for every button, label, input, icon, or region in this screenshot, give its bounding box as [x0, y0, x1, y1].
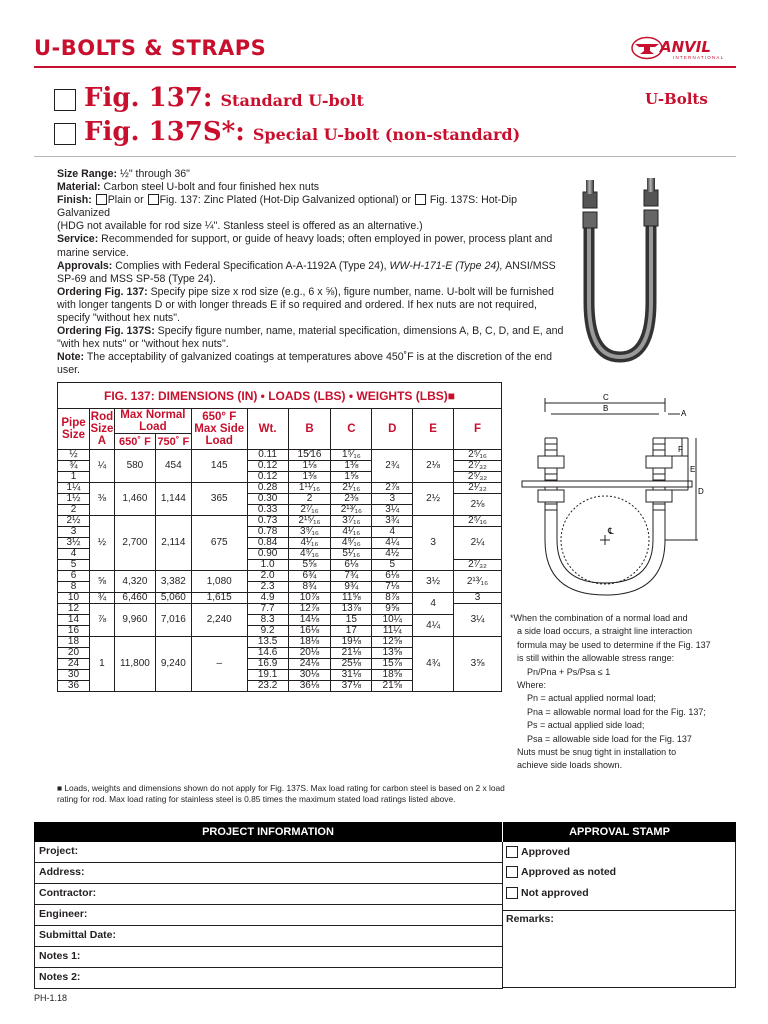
cell-e: 3: [413, 516, 454, 571]
cell-rod-size: 1: [89, 637, 114, 692]
table-footnote: ■ Loads, weights and dimensions shown do not apply for Fig. 137S. Max load rating for carbon steel is based on 2 x load rating for rod. Max load rating for stainless steel is 0.85 times the maximum stated load ratings listed above.: [57, 783, 505, 804]
cell-c: 1⅜: [331, 461, 372, 472]
col-d: D: [372, 409, 413, 450]
cell-pipe-size: 4: [58, 549, 90, 560]
cell-d: 8⅞: [372, 593, 413, 604]
project-information-header: PROJECT INFORMATION: [34, 822, 502, 842]
table-row: [58, 516, 502, 527]
cell-c: 1⅝: [331, 472, 372, 483]
cell-d: 10¼: [372, 615, 413, 626]
cell-wt: 0.33: [247, 505, 288, 516]
spec-material: Material: Carbon steel U-bolt and four finished hex nuts: [57, 181, 320, 194]
cell-wt: 9.2: [247, 626, 288, 637]
cell-wt: 0.12: [247, 461, 288, 472]
cell-wt: 16.9: [247, 659, 288, 670]
cell-c: 17: [331, 626, 372, 637]
cell-b: 1⅜: [288, 472, 331, 483]
cell-load-750: 454: [155, 450, 191, 483]
cell-c: 4⁹⁄₁₆: [331, 538, 372, 549]
cell-wt: 2.3: [247, 582, 288, 593]
approved-option[interactable]: Approved: [506, 846, 570, 858]
cell-pipe-size: 2: [58, 505, 90, 516]
table-row: [58, 450, 502, 461]
cell-rod-size: ¾: [89, 593, 114, 604]
cell-side-load: 2,240: [191, 604, 247, 637]
cell-load-750: 5,060: [155, 593, 191, 604]
cell-wt: 0.12: [247, 472, 288, 483]
address-field[interactable]: Address:: [34, 863, 503, 884]
cell-c: 7¾: [331, 571, 372, 582]
cell-d: 15⅞: [372, 659, 413, 670]
col-max-normal-load: Max Normal Load: [114, 409, 191, 434]
cell-b: 1¹¹⁄₁₆: [288, 483, 331, 494]
page-number: PH-1.18: [34, 993, 68, 1003]
cell-c: 2⅜: [331, 494, 372, 505]
cell-e: 4¾: [413, 637, 454, 692]
cell-rod-size: ¼: [89, 450, 114, 483]
col-wt: Wt.: [247, 409, 288, 450]
cell-d: 3: [372, 494, 413, 505]
cell-wt: 0.28: [247, 483, 288, 494]
approved-as-noted-checkbox[interactable]: [506, 866, 518, 878]
cell-pipe-size: 10: [58, 593, 90, 604]
cell-pipe-size: 3: [58, 527, 90, 538]
cell-pipe-size: 2½: [58, 516, 90, 527]
approval-stamp-header: APPROVAL STAMP: [503, 822, 736, 842]
spec-size-range: Size Range: ½" through 36": [57, 168, 190, 180]
figure-number: Fig. 137:: [84, 83, 213, 113]
cell-c: 3⁷⁄₁₆: [331, 516, 372, 527]
dim-label-e: E: [690, 465, 696, 474]
cell-load-750: 2,114: [155, 516, 191, 571]
interaction-formula-note: *When the combination of a normal load and a side load occurs, a straight line interaction formula may be used to determine if the Fig. 137 is still within the allowable stress range: Pn/Pna + Ps/Psa ≤ 1 Where: Pn = actual applied normal load; Pna = allowable normal load for the Fig. 137; Ps = actual applied side load; Psa = allowable side load for the Fig. 137 Nuts must be snug tight in installation to achieve side loads shown.: [510, 613, 711, 771]
cell-e: 4¼: [413, 615, 454, 637]
figure-name: Standard U-bolt: [220, 91, 364, 110]
logo-text: ANVIL: [660, 38, 711, 56]
cell-b: 8¾: [288, 582, 331, 593]
cell-rod-size: ⅜: [89, 483, 114, 516]
cell-b: 2¹⁵⁄₁₆: [288, 516, 331, 527]
spec-approvals: Approvals: Complies with Federal Specification A-A-1192A (Type 24), WW-H-171-E (Type 24), ANSI/MSS SP-69 and MSS SP-58 (Type 24).: [57, 259, 556, 285]
cell-b: 16⅛: [288, 626, 331, 637]
fig-137-checkbox[interactable]: [54, 89, 76, 111]
submittal-date-field[interactable]: Submittal Date:: [34, 926, 503, 947]
cell-d: 3¼: [372, 505, 413, 516]
cell-pipe-size: 20: [58, 648, 90, 659]
contractor-field[interactable]: Contractor:: [34, 884, 503, 905]
cell-b: 1⅛: [288, 461, 331, 472]
cell-d: 6⅛: [372, 571, 413, 582]
cell-pipe-size: 5: [58, 560, 90, 571]
cell-b: 4⁹⁄₁₆: [288, 549, 331, 560]
page-title: U-BOLTS & STRAPS: [34, 36, 267, 60]
table-row: [58, 637, 502, 648]
not-approved-option[interactable]: Not approved: [506, 887, 589, 899]
cell-wt: 0.84: [247, 538, 288, 549]
cell-c: 11⅝: [331, 593, 372, 604]
cell-pipe-size: 36: [58, 681, 90, 692]
cell-c: 13⅞: [331, 604, 372, 615]
dim-label-b: B: [603, 404, 609, 413]
cell-wt: 4.9: [247, 593, 288, 604]
cell-wt: 19.1: [247, 670, 288, 681]
cell-side-load: 675: [191, 516, 247, 571]
cell-rod-size: ½: [89, 516, 114, 571]
cell-wt: 0.73: [247, 516, 288, 527]
figure-name: Special U-bolt (non-standard): [252, 125, 521, 144]
cell-e: 2½: [413, 483, 454, 516]
cell-b: 4¹⁄₁₆: [288, 538, 331, 549]
dim-label-f: F: [678, 445, 683, 454]
not-approved-checkbox[interactable]: [506, 887, 518, 899]
cell-load-650: 4,320: [114, 571, 155, 593]
table-title: FIG. 137: DIMENSIONS (IN) • LOADS (LBS) • WEIGHTS (LBS)■: [58, 383, 502, 409]
dimensions-table-body: [58, 450, 502, 692]
category-label: U-Bolts: [645, 90, 708, 108]
cell-b: 15⁄16: [288, 450, 331, 461]
cell-load-650: 1,460: [114, 483, 155, 516]
section-rule: [34, 156, 736, 157]
finish-hdg-checkbox[interactable]: [415, 194, 426, 205]
cell-d: 9⅝: [372, 604, 413, 615]
cell-f: 2⁷⁄₃₂: [454, 461, 502, 472]
cell-load-650: 2,700: [114, 516, 155, 571]
cell-d: 5: [372, 560, 413, 571]
cell-e: 3½: [413, 571, 454, 593]
cell-d: 12⅝: [372, 637, 413, 648]
dim-label-a: A: [681, 409, 687, 418]
cell-b: 36⅛: [288, 681, 331, 692]
figure-137-heading: [56, 83, 364, 117]
cell-c: 21⅛: [331, 648, 372, 659]
cell-pipe-size: 24: [58, 659, 90, 670]
cell-pipe-size: 14: [58, 615, 90, 626]
approved-checkbox[interactable]: [506, 846, 518, 858]
cell-load-750: 3,382: [155, 571, 191, 593]
cell-wt: 0.11: [247, 450, 288, 461]
col-rod-size: Rod Size A: [89, 409, 114, 450]
table-row: [58, 593, 502, 604]
cell-load-750: 7,016: [155, 604, 191, 637]
cell-load-750: 1,144: [155, 483, 191, 516]
cell-d: 3¾: [372, 516, 413, 527]
col-pipe-size: Pipe Size: [58, 409, 90, 450]
col-e: E: [413, 409, 454, 450]
cell-wt: 8.3: [247, 615, 288, 626]
cell-c: 2¹⁄₁₆: [331, 483, 372, 494]
cell-pipe-size: ¾: [58, 461, 90, 472]
approval-stamp-area: [502, 842, 736, 988]
cell-wt: 13.5: [247, 637, 288, 648]
cell-pipe-size: 6: [58, 571, 90, 582]
notes-1-field[interactable]: Notes 1:: [34, 947, 503, 968]
remarks-label[interactable]: Remarks:: [506, 913, 554, 925]
cell-pipe-size: 1½: [58, 494, 90, 505]
header-rule: [34, 66, 736, 68]
cell-c: 4¹⁄₁₆: [331, 527, 372, 538]
col-750f: 750˚ F: [155, 434, 191, 450]
finish-plain-checkbox[interactable]: [96, 194, 107, 205]
cell-rod-size: ⅝: [89, 571, 114, 593]
cell-b: 12⅞: [288, 604, 331, 615]
cell-side-load: 1,080: [191, 571, 247, 593]
cell-pipe-size: 16: [58, 626, 90, 637]
figure-number: Fig. 137S*:: [84, 117, 245, 147]
cell-e: 2⅛: [413, 450, 454, 483]
cell-side-load: 1,615: [191, 593, 247, 604]
cell-c: 5¹⁄₁₆: [331, 549, 372, 560]
cell-c: 19⅛: [331, 637, 372, 648]
cell-d: 4½: [372, 549, 413, 560]
cell-pipe-size: 1: [58, 472, 90, 483]
cell-side-load: 145: [191, 450, 247, 483]
cell-f: 3¼: [454, 604, 502, 637]
cell-b: 2⁷⁄₁₆: [288, 505, 331, 516]
cell-d: 13⅝: [372, 648, 413, 659]
col-c: C: [331, 409, 372, 450]
spec-service: Service: Recommended for support, or guide of heavy loads; often employed in power, process plant and marine service.: [57, 233, 553, 259]
cell-c: 2¹³⁄₁₆: [331, 505, 372, 516]
cell-load-750: 9,240: [155, 637, 191, 692]
col-650f: 650˚ F: [114, 434, 155, 450]
cell-side-load: 365: [191, 483, 247, 516]
cell-c: 6⅛: [331, 560, 372, 571]
cell-c: 25⅛: [331, 659, 372, 670]
cell-b: 10⅞: [288, 593, 331, 604]
cell-d: 7⅛: [372, 582, 413, 593]
cell-load-650: 6,460: [114, 593, 155, 604]
cell-pipe-size: 12: [58, 604, 90, 615]
logo-subtext: INTERNATIONAL: [673, 55, 725, 60]
cell-f: 2¹³⁄₁₆: [454, 571, 502, 593]
cell-b: 5⅝: [288, 560, 331, 571]
engineer-field[interactable]: Engineer:: [34, 905, 503, 926]
cell-b: 24⅛: [288, 659, 331, 670]
cell-load-650: 11,800: [114, 637, 155, 692]
cell-d: 21⅝: [372, 681, 413, 692]
fig-137s-checkbox[interactable]: [54, 123, 76, 145]
cell-pipe-size: ½: [58, 450, 90, 461]
table-row: [58, 483, 502, 494]
cell-pipe-size: 3½: [58, 538, 90, 549]
cell-pipe-size: 8: [58, 582, 90, 593]
spec-ordering-137s: Ordering Fig. 137S: Specify figure number, name, material specification, dimensions A, B, C, D, and E, and "with hex nuts" or "without hex nuts".: [57, 325, 564, 351]
centerline-label: ℄: [608, 527, 614, 537]
cell-wt: 0.78: [247, 527, 288, 538]
cell-d: 11¼: [372, 626, 413, 637]
cell-load-650: 9,960: [114, 604, 155, 637]
cell-c: 15: [331, 615, 372, 626]
cell-wt: 7.7: [247, 604, 288, 615]
finish-zinc-checkbox[interactable]: [148, 194, 159, 205]
cell-b: 30⅛: [288, 670, 331, 681]
stamp-divider: [502, 910, 735, 911]
cell-wt: 2.0: [247, 571, 288, 582]
cell-wt: 1.0: [247, 560, 288, 571]
anvil-logo: [630, 34, 740, 62]
cell-b: 18⅛: [288, 637, 331, 648]
notes-2-field[interactable]: Notes 2:: [34, 968, 503, 989]
dimensions-table: [57, 382, 502, 692]
u-bolt-dimension-drawing: [508, 390, 738, 610]
cell-rod-size: ⅞: [89, 604, 114, 637]
cell-pipe-size: 1¼: [58, 483, 90, 494]
spec-note: Note: The acceptability of galvanized coatings at temperatures above 450˚F is at the discretion of the end user.: [57, 351, 553, 377]
u-bolt-photo: [574, 172, 664, 372]
cell-f: 2⁷⁄₃₂: [454, 560, 502, 571]
cell-d: 4: [372, 527, 413, 538]
cell-c: 31⅛: [331, 670, 372, 681]
cell-b: 14⅛: [288, 615, 331, 626]
cell-e: 4: [413, 593, 454, 615]
anvil-shield-icon: [630, 36, 664, 60]
cell-d: 18⅝: [372, 670, 413, 681]
cell-c: 1⁵⁄₁₆: [331, 450, 372, 461]
cell-wt: 0.30: [247, 494, 288, 505]
cell-wt: 23.2: [247, 681, 288, 692]
cell-b: 2: [288, 494, 331, 505]
cell-f: 2⅛: [454, 494, 502, 516]
project-field[interactable]: Project:: [34, 842, 503, 863]
cell-load-650: 580: [114, 450, 155, 483]
table-row: [58, 571, 502, 582]
cell-f: 2¼: [454, 527, 502, 560]
approved-as-noted-option[interactable]: Approved as noted: [506, 866, 616, 878]
col-f: F: [454, 409, 502, 450]
cell-f: 2⁵⁄₃₂: [454, 472, 502, 483]
cell-pipe-size: 30: [58, 670, 90, 681]
cell-c: 9¾: [331, 582, 372, 593]
cell-f: 3⅝: [454, 637, 502, 692]
cell-b: 6¾: [288, 571, 331, 582]
spec-ordering-137: Ordering Fig. 137: Specify pipe size x rod size (e.g., 6 x ⅝), figure number, name. U-bolt will be furnished with longer tangents D or with longer threads E if so required and ordered. If hex nuts are not required, specify "without hex nuts".: [57, 285, 554, 325]
cell-b: 20⅛: [288, 648, 331, 659]
cell-c: 37⅛: [331, 681, 372, 692]
cell-d: 2⅞: [372, 483, 413, 494]
cell-f: 2⁵⁄₁₆: [454, 450, 502, 461]
specifications: [57, 168, 572, 378]
figure-137s-heading: [56, 117, 520, 151]
cell-f: 2¹⁄₃₂: [454, 483, 502, 494]
cell-b: 3⁹⁄₁₆: [288, 527, 331, 538]
dim-label-d: D: [698, 487, 704, 496]
col-b: B: [288, 409, 331, 450]
cell-f: 2⁵⁄₁₆: [454, 516, 502, 527]
cell-wt: 0.90: [247, 549, 288, 560]
spec-finish: Finish: Plain or Fig. 137: Zinc Plated (Hot-Dip Galvanized optional) or Fig. 137S: Hot-Dip Galvanized (HDG not available for rod size ¼". Stanless steel is offered as an alternative.): [57, 194, 518, 233]
cell-d: 4¼: [372, 538, 413, 549]
cell-pipe-size: 18: [58, 637, 90, 648]
cell-side-load: –: [191, 637, 247, 692]
dim-label-c: C: [603, 393, 609, 402]
col-max-side-load: 650° F Max Side Load: [191, 409, 247, 450]
cell-d: 2¾: [372, 450, 413, 483]
cell-f: 3: [454, 593, 502, 604]
cell-wt: 14.6: [247, 648, 288, 659]
